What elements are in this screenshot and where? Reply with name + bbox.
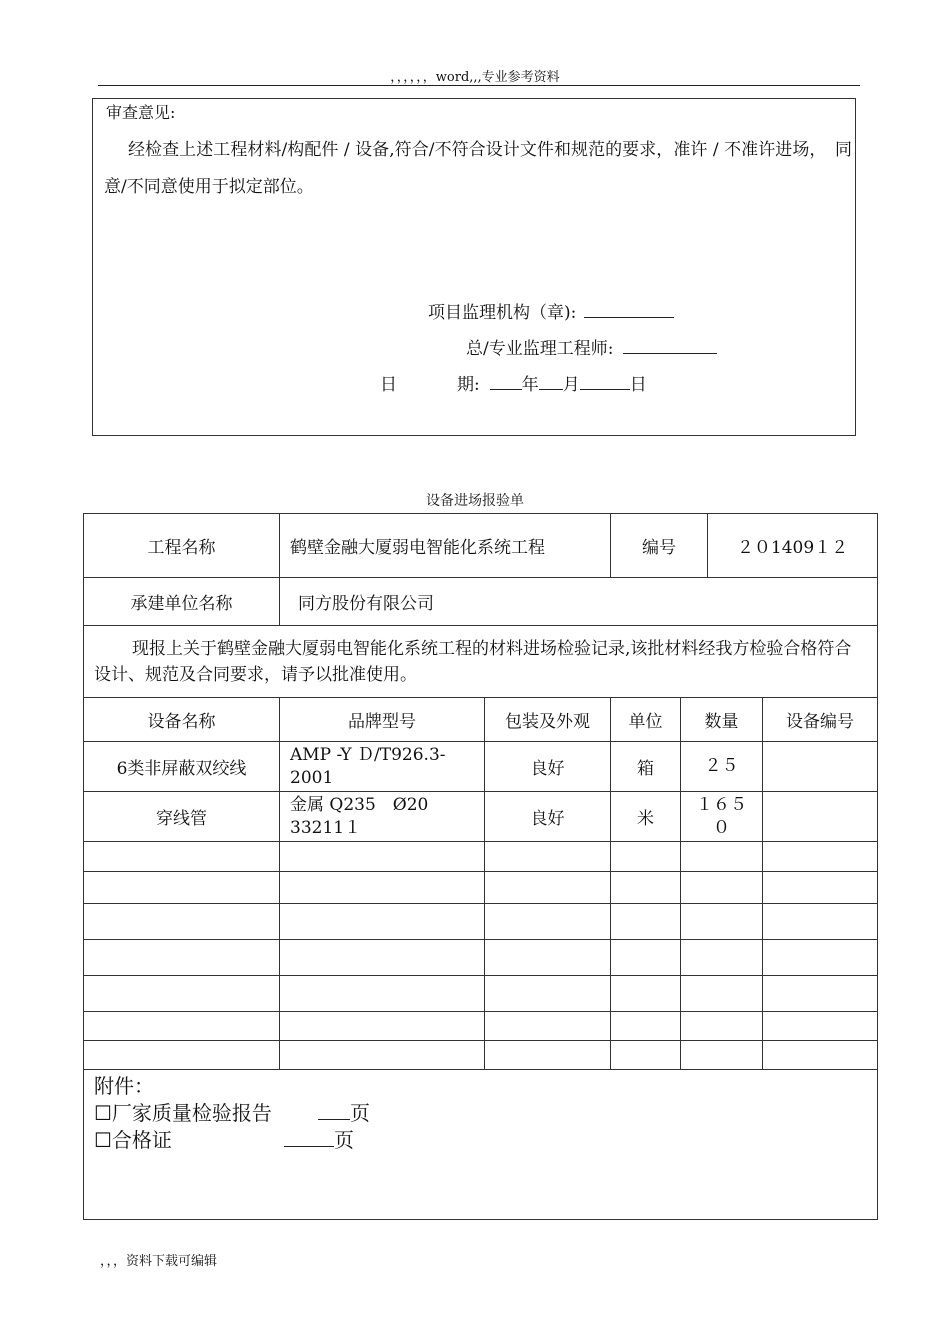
empty-row bbox=[84, 1041, 878, 1070]
certificate-page-label: 页 bbox=[333, 1128, 354, 1152]
row2-model-line2: 33211１ bbox=[290, 817, 362, 838]
header-rule bbox=[98, 85, 860, 86]
row1-unit: 箱 bbox=[611, 742, 681, 792]
table-row bbox=[84, 742, 878, 792]
attachments-title: 附件： bbox=[94, 1074, 154, 1098]
attachment-quality-label: ☐厂家质量检验报告 bbox=[94, 1101, 272, 1125]
year-blank bbox=[490, 373, 522, 390]
supervision-org-label: 项目监理机构（章): bbox=[428, 303, 577, 323]
project-row bbox=[84, 514, 878, 578]
contractor-row bbox=[84, 578, 878, 626]
project-value: 鹤壁金融大厦弱电智能化系统工程 bbox=[280, 514, 611, 578]
page-header: ，，，，，，word,,,专业参考资料 bbox=[390, 70, 560, 85]
engineer-line bbox=[466, 334, 717, 359]
col-device-name: 设备名称 bbox=[84, 698, 280, 742]
row1-name: 6类非屏蔽双绞线 bbox=[84, 742, 280, 792]
empty-row bbox=[84, 842, 878, 872]
empty-row bbox=[84, 940, 878, 976]
table-row bbox=[84, 792, 878, 842]
engineer-label: 总/专业监理工程师: bbox=[466, 339, 614, 359]
row1-code bbox=[763, 742, 878, 792]
col-brand-model: 品牌型号 bbox=[280, 698, 485, 742]
month-label: 月 bbox=[562, 375, 580, 395]
row2-model bbox=[280, 792, 485, 842]
page-footer: ，，，资料下载可编辑 bbox=[100, 1254, 218, 1269]
row1-qty bbox=[681, 742, 763, 792]
contractor-label: 承建单位名称 bbox=[84, 578, 280, 626]
empty-row bbox=[84, 976, 878, 1012]
row1-model-line2: 2001 bbox=[290, 767, 334, 788]
attachment-certificate-label: ☐合格证 bbox=[94, 1128, 172, 1152]
row2-qty-line2: ０ bbox=[713, 817, 730, 838]
row1-model-line1: AMP -Y Ｄ/T926.3- bbox=[290, 744, 446, 765]
row1-qty-line1: ２５ bbox=[704, 756, 739, 776]
date-label-qi: 期: bbox=[457, 375, 480, 395]
engineer-signature-blank bbox=[623, 337, 717, 354]
month-blank bbox=[539, 373, 563, 390]
contractor-value: 同方股份有限公司 bbox=[280, 578, 878, 626]
number-label: 编号 bbox=[611, 514, 708, 578]
row2-unit: 米 bbox=[611, 792, 681, 842]
review-title: 审查意见: bbox=[106, 103, 176, 122]
column-header-row bbox=[84, 698, 878, 742]
col-quantity: 数量 bbox=[681, 698, 763, 742]
day-blank bbox=[580, 373, 630, 390]
attachments-row bbox=[84, 1070, 878, 1220]
date-line bbox=[380, 370, 647, 395]
empty-row bbox=[84, 872, 878, 904]
col-unit: 单位 bbox=[611, 698, 681, 742]
form-title: 设备进场报验单 bbox=[426, 493, 524, 509]
org-signature-blank bbox=[584, 301, 674, 318]
day-label: 日 bbox=[629, 375, 647, 395]
attachment-quality-report bbox=[94, 1099, 867, 1126]
col-package: 包装及外观 bbox=[485, 698, 611, 742]
certificate-page-blank bbox=[284, 1126, 334, 1147]
row1-package: 良好 bbox=[485, 742, 611, 792]
row2-model-line1: 金属 Q235 Ø20 bbox=[290, 794, 429, 815]
empty-row bbox=[84, 1012, 878, 1041]
row2-package: 良好 bbox=[485, 792, 611, 842]
attachment-certificate bbox=[94, 1126, 867, 1153]
quality-page-blank bbox=[318, 1099, 350, 1120]
row2-code bbox=[763, 792, 878, 842]
review-text: 经检查上述工程材料/构配件 / 设备,符合/不符合设计文件和规范的要求，准许 / 不准许进场， 同意/不同意使用于拟定部位。 bbox=[104, 140, 852, 197]
year-label: 年 bbox=[521, 375, 539, 395]
date-label-ri: 日 bbox=[380, 375, 397, 395]
attachments-cell bbox=[84, 1070, 878, 1220]
row2-qty-line1: １６５ bbox=[696, 794, 747, 815]
row2-name: 穿线管 bbox=[84, 792, 280, 842]
row1-model bbox=[280, 742, 485, 792]
intro-row bbox=[84, 626, 878, 698]
project-label: 工程名称 bbox=[84, 514, 280, 578]
number-value: ２０1409１２ bbox=[708, 514, 878, 578]
supervision-org-line bbox=[428, 298, 674, 323]
quality-page-label: 页 bbox=[349, 1101, 370, 1125]
intro-text: 现报上关于鹤壁金融大厦弱电智能化系统工程的材料进场检验记录,该批材料经我方检验合格符合设计、规范及合同要求，请予以批准使用。 bbox=[84, 626, 878, 698]
col-device-code: 设备编号 bbox=[763, 698, 878, 742]
equipment-form-table bbox=[83, 513, 878, 1220]
row2-qty bbox=[681, 792, 763, 842]
empty-row bbox=[84, 904, 878, 940]
